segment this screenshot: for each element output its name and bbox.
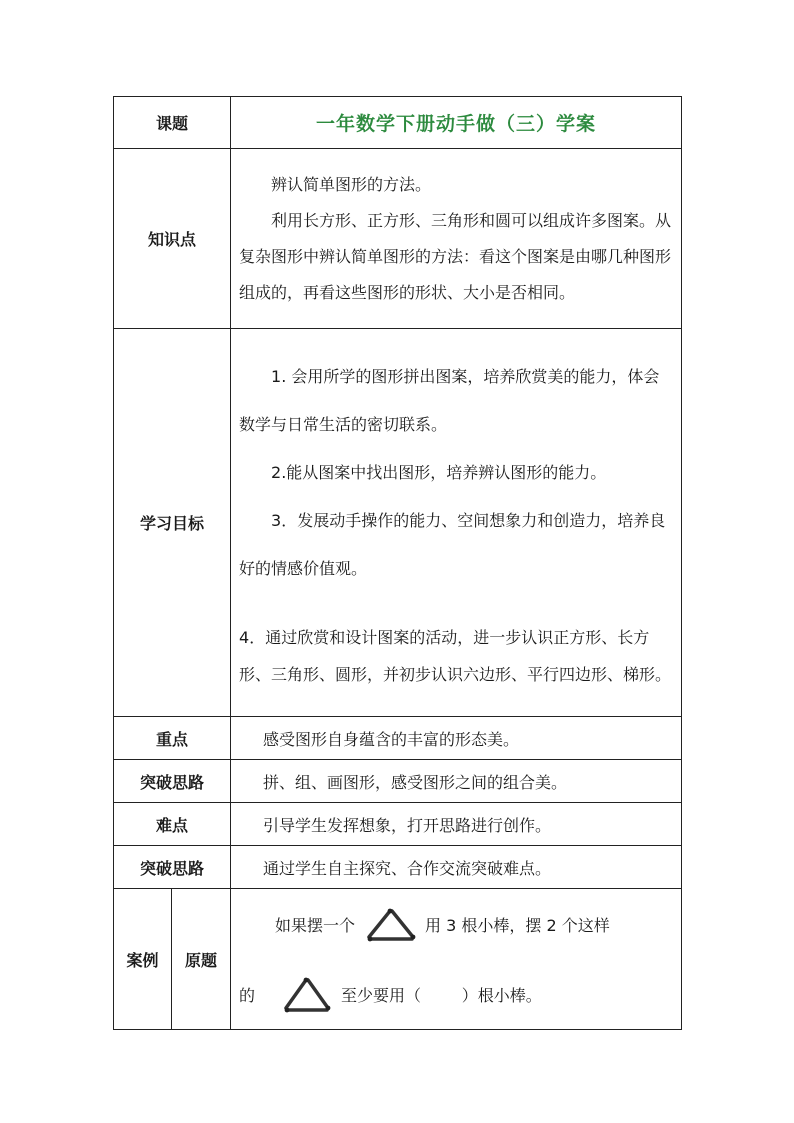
key-approach-label: 突破思路 bbox=[114, 760, 231, 803]
diff-approach-row bbox=[114, 846, 682, 889]
diff-approach-content bbox=[231, 846, 682, 889]
difficulty-row bbox=[114, 803, 682, 846]
objective-item: 3．发展动手操作的能力、空间想象力和创造力，培养良好的情感价值观。 bbox=[239, 510, 666, 578]
objectives-row bbox=[114, 329, 682, 717]
knowledge-label: 知识点 bbox=[114, 149, 231, 329]
case-text: 如果摆一个 bbox=[275, 915, 356, 935]
case-sub-label: 原题 bbox=[172, 889, 231, 1030]
matchstick-triangle-icon bbox=[281, 975, 333, 1013]
lesson-plan-table bbox=[113, 96, 682, 1030]
objectives-content bbox=[231, 329, 682, 717]
case-text: 用 3 根小棒，摆 2 个这样 bbox=[425, 915, 610, 935]
key-point-text: 感受图形自身蕴含的丰富的形态美。 bbox=[263, 729, 520, 749]
key-point-content bbox=[231, 717, 682, 760]
case-row bbox=[114, 889, 682, 1030]
knowledge-paragraph: 辨认简单图形的方法。 bbox=[271, 174, 432, 194]
difficulty-label: 难点 bbox=[114, 803, 231, 846]
difficulty-content bbox=[231, 803, 682, 846]
diff-approach-text: 通过学生自主探究、合作交流突破难点。 bbox=[263, 858, 552, 878]
knowledge-row bbox=[114, 149, 682, 329]
case-content bbox=[231, 889, 682, 1030]
objectives-label: 学习目标 bbox=[114, 329, 231, 717]
header-row bbox=[114, 97, 682, 149]
objective-item: 2.能从图案中找出图形，培养辨认图形的能力。 bbox=[271, 462, 607, 482]
page-title: 一年数学下册动手做（三）学案 bbox=[231, 97, 682, 149]
objective-item: 1. 会用所学的图形拼出图案，培养欣赏美的能力，体会数学与日常生活的密切联系。 bbox=[239, 366, 660, 434]
key-point-row bbox=[114, 717, 682, 760]
case-text: 至少要用（ ）根小棒。 bbox=[341, 985, 542, 1005]
diff-approach-label: 突破思路 bbox=[114, 846, 231, 889]
knowledge-content bbox=[231, 149, 682, 329]
key-point-label: 重点 bbox=[114, 717, 231, 760]
subject-label: 课题 bbox=[114, 97, 231, 149]
key-approach-row bbox=[114, 760, 682, 803]
case-label: 案例 bbox=[114, 889, 172, 1030]
difficulty-text: 引导学生发挥想象，打开思路进行创作。 bbox=[263, 815, 552, 835]
case-text: 的 bbox=[239, 985, 256, 1005]
key-approach-text: 拼、组、画图形，感受图形之间的组合美。 bbox=[263, 772, 568, 792]
objective-item: 4．通过欣赏和设计图案的活动，进一步认识正方形、长方形、三角形、圆形，并初步认识六边形、平行四边形、梯形。 bbox=[239, 627, 672, 684]
key-approach-content bbox=[231, 760, 682, 803]
case-line-2 bbox=[239, 959, 671, 1029]
matchstick-triangle-icon bbox=[363, 906, 419, 942]
case-line-1 bbox=[239, 889, 671, 959]
knowledge-paragraph: 利用长方形、正方形、三角形和圆可以组成许多图案。从复杂图形中辨认简单图形的方法：看这个图案是由哪几种图形组成的，再看这些图形的形状、大小是否相同。 bbox=[239, 210, 672, 302]
